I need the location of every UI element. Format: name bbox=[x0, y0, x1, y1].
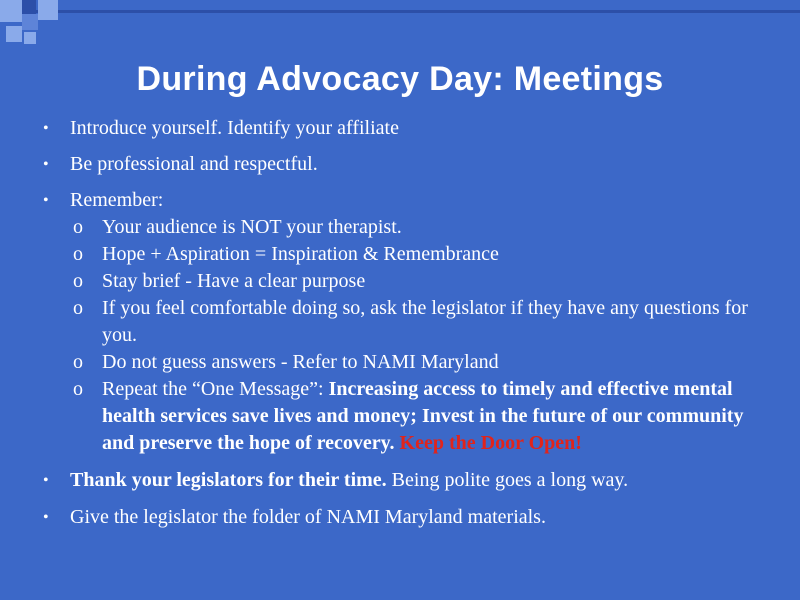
bullet-text: Be professional and respectful. bbox=[70, 153, 318, 175]
sub-marker: o bbox=[73, 243, 83, 265]
bullet-bold-text: Thank your legislators for their time. bbox=[70, 469, 387, 491]
sub-item-text: Do not guess answers - Refer to NAMI Maryland bbox=[102, 351, 499, 373]
bullet-marker: • bbox=[43, 156, 49, 173]
sub-item bbox=[70, 295, 780, 349]
sub-item bbox=[70, 268, 780, 295]
sub-item bbox=[70, 349, 780, 376]
one-message-tagline: Keep the Door Open! bbox=[399, 432, 582, 454]
decor-square bbox=[24, 32, 36, 44]
header-rule bbox=[0, 10, 800, 13]
one-message-bold: Increasing access to timely and effective mental health services save lives and money; Invest in the future of our community and preserve the hope of recovery. bbox=[102, 378, 744, 454]
one-message-item bbox=[70, 376, 780, 457]
bullet-text: Give the legislator the folder of NAMI Maryland materials. bbox=[70, 506, 546, 528]
bullet-marker: • bbox=[43, 472, 49, 489]
sub-marker: o bbox=[73, 297, 83, 319]
bullet-text: Remember: bbox=[70, 189, 164, 211]
sub-item-text: Stay brief - Have a clear purpose bbox=[102, 270, 366, 292]
sub-marker: o bbox=[73, 216, 83, 238]
bullet-marker: • bbox=[43, 120, 49, 137]
bullet-item bbox=[40, 467, 780, 494]
decor-square bbox=[22, 0, 36, 14]
sub-marker: o bbox=[73, 351, 83, 373]
bullet-text: Being polite goes a long way. bbox=[386, 469, 629, 491]
bullet-item bbox=[40, 151, 780, 178]
bullet-text: Introduce yourself. Identify your affiliate bbox=[70, 117, 399, 139]
bullet-item bbox=[40, 115, 780, 142]
slide-title: During Advocacy Day: Meetings bbox=[136, 60, 664, 98]
sub-marker: o bbox=[73, 270, 83, 292]
slide-content bbox=[40, 115, 780, 531]
sub-item bbox=[70, 214, 780, 241]
bullet-item bbox=[40, 504, 780, 531]
sub-marker: o bbox=[73, 378, 83, 400]
sub-item-text: Your audience is NOT your therapist. bbox=[102, 216, 402, 238]
bullet-marker: • bbox=[43, 509, 49, 526]
sub-item-text: If you feel comfortable doing so, ask the legislator if they have any questions for you. bbox=[102, 297, 748, 346]
one-message-prefix: Repeat the “One Message”: bbox=[102, 378, 329, 400]
decor-square bbox=[6, 26, 22, 42]
decor-square bbox=[0, 0, 22, 22]
sub-item bbox=[70, 241, 780, 268]
sub-list bbox=[70, 214, 780, 457]
decor-square bbox=[38, 0, 58, 20]
bullet-item bbox=[40, 187, 780, 457]
sub-item-text: Hope + Aspiration = Inspiration & Remembrance bbox=[102, 243, 499, 265]
decor-square bbox=[22, 14, 38, 30]
bullet-marker: • bbox=[43, 192, 49, 209]
